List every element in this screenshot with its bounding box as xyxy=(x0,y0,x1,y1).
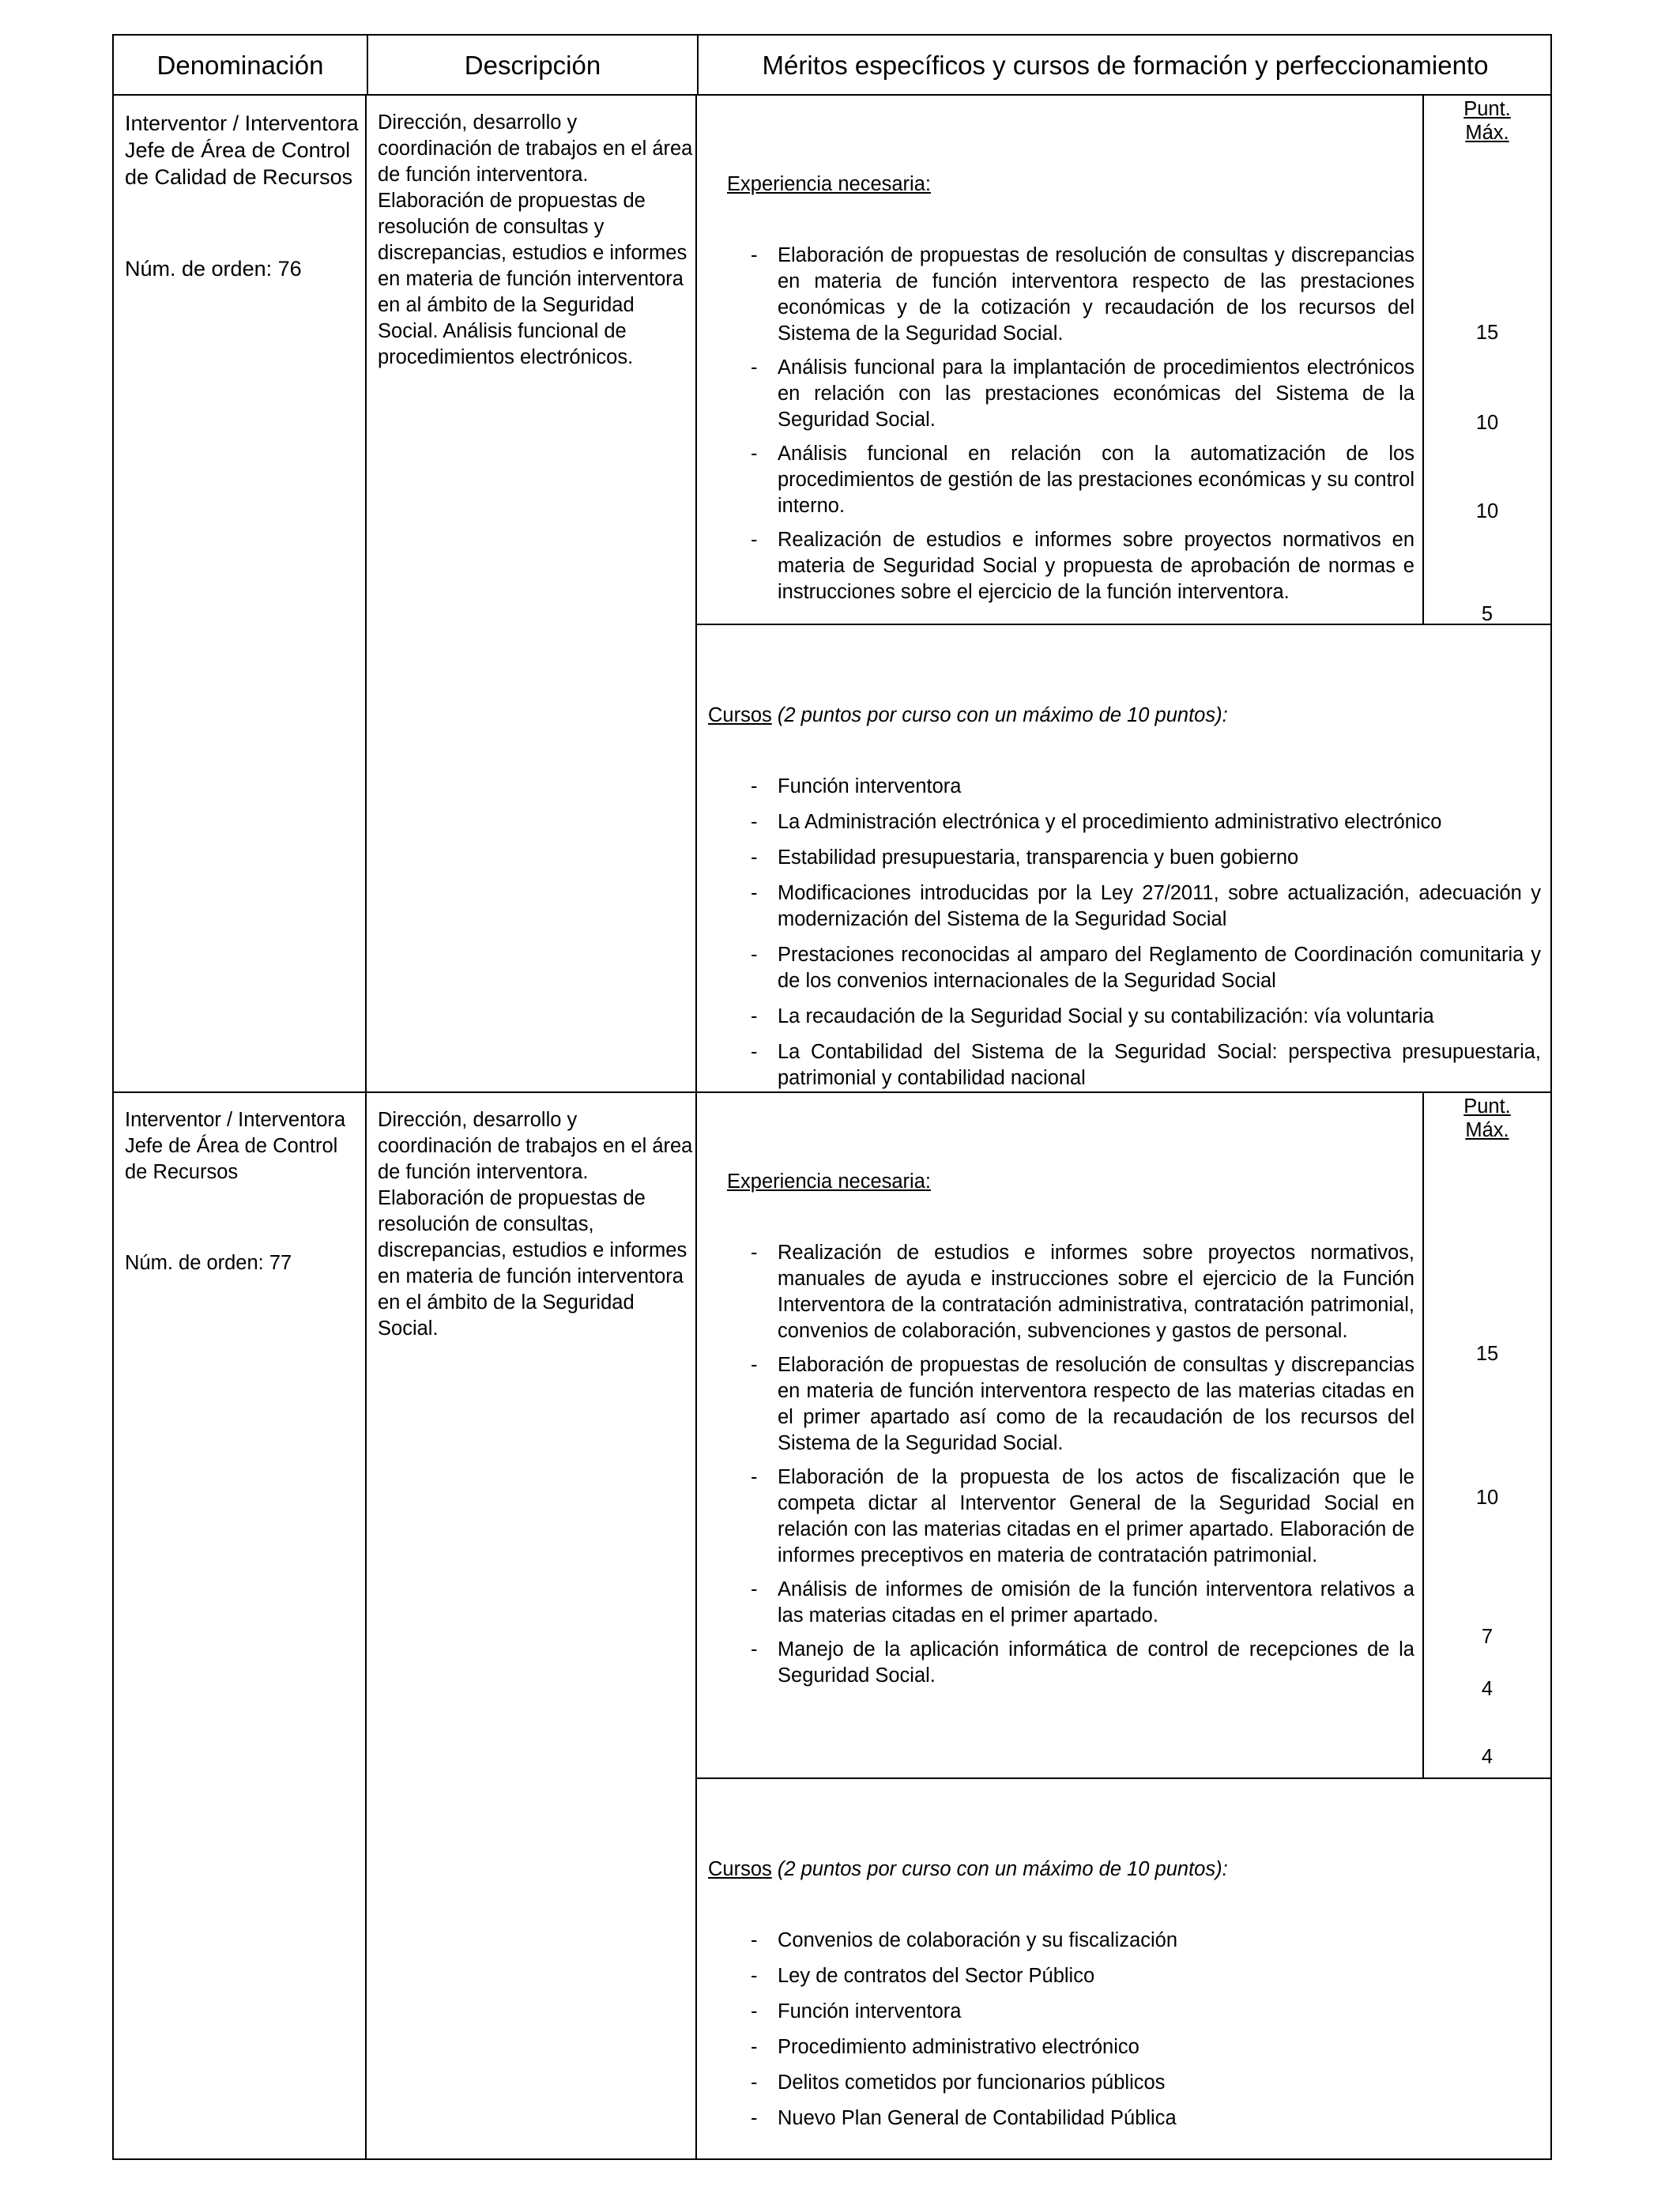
order-number: Núm. de orden: 76 xyxy=(125,257,302,281)
course-item: - Función interventora xyxy=(751,1999,1541,2025)
column-divider xyxy=(365,96,367,1091)
courses-title xyxy=(708,704,1228,727)
denomination-text: Interventor / Interventora Jefe de Área de Control de Calidad de Recursos xyxy=(125,111,359,189)
experience-item: - Elaboración de propuestas de resolución de consultas y discrepancias en materia de función interventora respecto de las prestaciones económicas y de la cotización y recaudación de los recursos del Sistema de la Seguridad Social. xyxy=(751,243,1414,347)
points-divider xyxy=(1422,1093,1424,1779)
description-text: Dirección, desarrollo y coordinación de trabajos en el área de función interventora. Elaboración de propuestas de resolución de consultas, discrepancias, estudios e informes en materia de función interventora en el ámbito de la Seguridad Social. xyxy=(378,1109,693,1340)
experience-title: Experiencia necesaria: xyxy=(727,173,931,195)
score-value: 5 xyxy=(1481,603,1494,625)
score-value: 15 xyxy=(1475,1343,1499,1365)
courses-label: Cursos xyxy=(708,704,772,726)
course-item: - Función interventora xyxy=(751,774,1541,800)
course-item: - Modificaciones introducidas por la Ley 27/2011, sobre actualización, adecuación y modernización del Sistema de la Seguridad Social xyxy=(751,880,1541,933)
denomination-cell xyxy=(125,110,362,282)
max-points-label: Máx. xyxy=(1465,122,1509,144)
score-value: 10 xyxy=(1475,1487,1499,1509)
max-points-header xyxy=(1424,97,1550,145)
experience-item: - Realización de estudios e informes sobre proyectos normativos en materia de Seguridad Social y propuesta de aprobación de normas e instrucciones sobre el ejercicio de la función interventora. xyxy=(751,527,1414,605)
section-divider xyxy=(695,1777,1552,1779)
course-item: - Estabilidad presupuestaria, transparencia y buen gobierno xyxy=(751,845,1541,871)
experience-item: - Manejo de la aplicación informática de control de recepciones de la Seguridad Social. xyxy=(751,1637,1414,1689)
course-item: - Nuevo Plan General de Contabilidad Pública xyxy=(751,2105,1541,2132)
course-item: - Convenios de colaboración y su fiscalización xyxy=(751,1928,1541,1954)
points-divider xyxy=(1422,96,1424,625)
experience-item: - Elaboración de propuestas de resolución de consultas y discrepancias en materia de función interventora respecto de las materias citadas en el primer apartado así como de la recaudación de los recursos del Sistema de la Seguridad Social. xyxy=(751,1352,1414,1457)
max-points-label: Máx. xyxy=(1465,1119,1509,1141)
experience-item: - Análisis funcional para la implantación de procedimientos electrónicos en relación con las prestaciones económicas del Sistema de la Seguridad Social. xyxy=(751,355,1414,433)
description-text: Dirección, desarrollo y coordinación de trabajos en el área de función interventora. Elaboración de propuestas de resolución de consultas y discrepancias, estudios e informes en materia de función interventora en al ámbito de la Seguridad Social. Análisis funcional de procedimientos electrónicos. xyxy=(378,111,693,368)
experience-list xyxy=(751,1240,1414,1697)
score-value: 15 xyxy=(1475,322,1499,344)
experience-item: - Análisis funcional en relación con la automatización de los procedimientos de gestión de las prestaciones económicas y su control interno. xyxy=(751,441,1414,519)
denomination-cell xyxy=(125,1107,362,1276)
score-value: 10 xyxy=(1475,500,1499,522)
course-item: - Ley de contratos del Sector Público xyxy=(751,1963,1541,1989)
max-points-label: Punt. xyxy=(1463,98,1511,120)
course-item: - La Contabilidad del Sistema de la Seguridad Social: perspectiva presupuestaria, patrimonial y contabilidad nacional xyxy=(751,1039,1541,1091)
column-divider xyxy=(365,1093,367,2158)
order-number: Núm. de orden: 77 xyxy=(125,1252,292,1274)
merits-table xyxy=(112,34,1552,2160)
courses-label: Cursos xyxy=(708,1858,772,1880)
courses-title xyxy=(708,1858,1228,1881)
course-item: - Delitos cometidos por funcionarios públicos xyxy=(751,2070,1541,2096)
header-meritos: Méritos específicos y cursos de formación y perfeccionamiento xyxy=(762,51,1489,80)
header-denominacion: Denominación xyxy=(156,51,324,80)
max-points-header xyxy=(1424,1095,1550,1142)
experience-item: - Análisis de informes de omisión de la función interventora relativos a las materias citadas en el primer apartado. xyxy=(751,1577,1414,1629)
score-value: 4 xyxy=(1481,1678,1494,1700)
courses-note: (2 puntos por curso con un máximo de 10 puntos): xyxy=(771,704,1228,726)
experience-title: Experiencia necesaria: xyxy=(727,1171,931,1193)
column-divider xyxy=(695,96,697,1091)
table-header xyxy=(112,34,1552,96)
courses-note: (2 puntos por curso con un máximo de 10 puntos): xyxy=(771,1858,1228,1880)
course-item: - Prestaciones reconocidas al amparo del Reglamento de Coordinación comunitaria y de los convenios internacionales de la Seguridad Social xyxy=(751,942,1541,994)
score-value: 4 xyxy=(1481,1746,1494,1768)
score-value: 7 xyxy=(1481,1626,1494,1648)
column-divider xyxy=(695,1093,697,2158)
experience-item: - Realización de estudios e informes sobre proyectos normativos, manuales de ayuda e instrucciones sobre el ejercicio de la Función Interventora de la contratación administrativa, contratación patrimonial, convenios de colaboración, subvenciones y gastos de personal. xyxy=(751,1240,1414,1344)
table-row xyxy=(112,96,1552,1093)
courses-list xyxy=(751,1928,1541,2141)
experience-list xyxy=(751,243,1414,613)
max-points-label: Punt. xyxy=(1463,1095,1511,1118)
table-row xyxy=(112,1093,1552,2160)
header-descripcion: Descripción xyxy=(464,51,601,80)
score-value: 10 xyxy=(1475,412,1499,434)
courses-list xyxy=(751,774,1541,1101)
course-item: - Procedimiento administrativo electrónico xyxy=(751,2034,1541,2060)
denomination-text: Interventor / Interventora Jefe de Área de Control de Recursos xyxy=(125,1109,346,1183)
experience-item: - Elaboración de la propuesta de los actos de fiscalización que le competa dictar al Interventor General de la Seguridad Social en relación con las materias citadas en el primer apartado. Elaboración de informes preceptivos en materia de contratación patrimonial. xyxy=(751,1465,1414,1569)
course-item: - La recaudación de la Seguridad Social y su contabilización: vía voluntaria xyxy=(751,1004,1541,1030)
course-item: - La Administración electrónica y el procedimiento administrativo electrónico xyxy=(751,809,1541,835)
